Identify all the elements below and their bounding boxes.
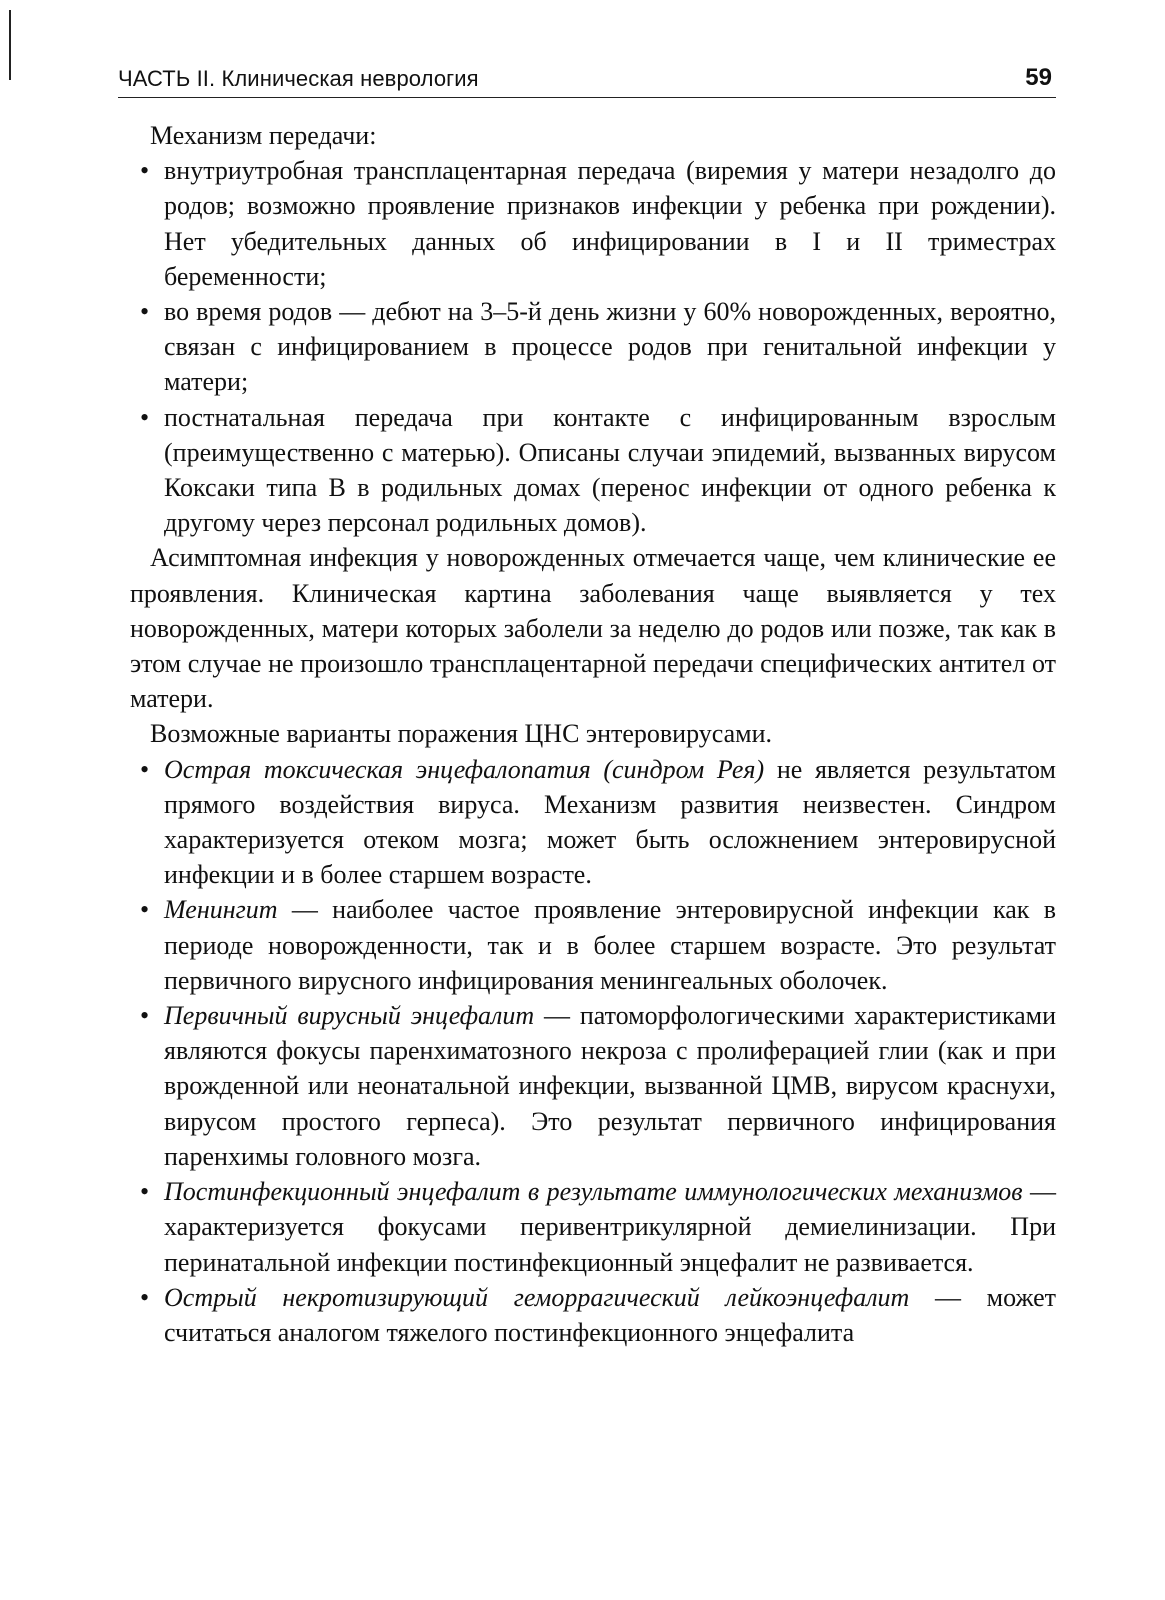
bullet-icon: • bbox=[140, 156, 150, 186]
page-edge-line bbox=[9, 10, 11, 80]
list-item-text: внутриутробная трансплацентарная передача (виремия у матери незадолго до родов; возможно проявление признаков инфекции у ребенка при рождении). Нет убедительных данных об инфицировании в I и II триместрах беременности; bbox=[164, 156, 1056, 291]
bullet-icon: • bbox=[140, 1282, 150, 1312]
bullet-icon: • bbox=[140, 297, 150, 327]
bullet-icon: • bbox=[140, 1001, 150, 1031]
bullet-icon: • bbox=[140, 895, 150, 925]
variants-intro: Возможные варианты поражения ЦНС энтеровирусами. bbox=[150, 719, 772, 749]
list-item-text: — патоморфологическими характеристиками являются фокусы паренхиматозного некроза с пролиферацией глии (как и при врожденной или неонатальной инфекции, вызванной ЦМВ, вирусом краснухи, вирусом простого герпеса). Это результат первичного инфицирования паренхимы головного мозга. bbox=[164, 1001, 1056, 1171]
list-item-text: — характеризуется фокусами перивентрикулярной демиелинизации. При перинатальной инфекции постинфекционный энцефалит не развивается. bbox=[164, 1177, 1057, 1277]
list-item-text: — может считаться аналогом тяжелого постинфекционного энцефалита bbox=[164, 1282, 1056, 1347]
term: Острая токсическая энцефалопатия (синдром Рея) bbox=[164, 754, 765, 784]
list-item bbox=[130, 998, 1056, 1174]
list-item-text: не является результатом прямого воздействия вируса. Механизм развития неизвестен. Синдром характеризуется отеком мозга; может быть осложнением энтеровирусной инфекции и в более старшем возрасте. bbox=[164, 754, 1056, 890]
list-item bbox=[130, 1280, 1056, 1350]
bullet-icon: • bbox=[140, 754, 150, 784]
list-item-text: — наиболее частое проявление энтеровирусной инфекции как в периоде новорожденности, так и в более старшем возрасте. Это результат первичного вирусного инфицирования менингеальных оболочек. bbox=[164, 895, 1056, 995]
list-item-text: во время родов — дебют на 3–5-й день жизни у 60% новорожденных, вероятно, связан с инфицированием в процессе родов при генитальной инфекции у матери; bbox=[164, 297, 1056, 397]
term: Острый некротизирующий геморрагический лейкоэнцефалит bbox=[164, 1282, 910, 1312]
running-head: ЧАСТЬ II. Клиническая неврология bbox=[118, 66, 479, 91]
list-item bbox=[130, 153, 1056, 294]
list-item bbox=[130, 1174, 1056, 1280]
list-item-text: постнатальная передача при контакте с инфицированным взрослым (преимущественно с матерью). Описаны случаи эпидемий, вызванных вирусом Коксаки типа В в родильных домах (перенос инфекции от одного ребенка к другому через персонал родильных домов). bbox=[164, 402, 1056, 538]
page-header bbox=[118, 64, 1056, 98]
page-body bbox=[130, 118, 1056, 1350]
term: Менингит bbox=[164, 895, 278, 925]
term: Первичный вирусный энцефалит bbox=[164, 1001, 535, 1031]
list-item bbox=[130, 294, 1056, 400]
transmission-list bbox=[130, 153, 1056, 540]
page-number: 59 bbox=[1025, 64, 1052, 91]
bullet-icon: • bbox=[140, 1177, 150, 1207]
term: Постинфекционный энцефалит в результате иммунологических механизмов bbox=[164, 1177, 1023, 1207]
asymptomatic-paragraph: Асимптомная инфекция у новорожденных отмечается чаще, чем клинические ее проявления. Клиническая картина заболевания чаще выявляется у тех новорожденных, матери которых заболели за неделю до родов или позже, так как в этом случае не произошло трансплацентарной передачи специфических антител от матери. bbox=[130, 543, 1056, 714]
list-item bbox=[130, 892, 1056, 998]
bullet-icon: • bbox=[140, 402, 150, 432]
variants-list bbox=[130, 752, 1056, 1350]
transmission-intro: Механизм передачи: bbox=[150, 121, 377, 150]
list-item bbox=[130, 752, 1056, 893]
list-item bbox=[130, 400, 1056, 541]
